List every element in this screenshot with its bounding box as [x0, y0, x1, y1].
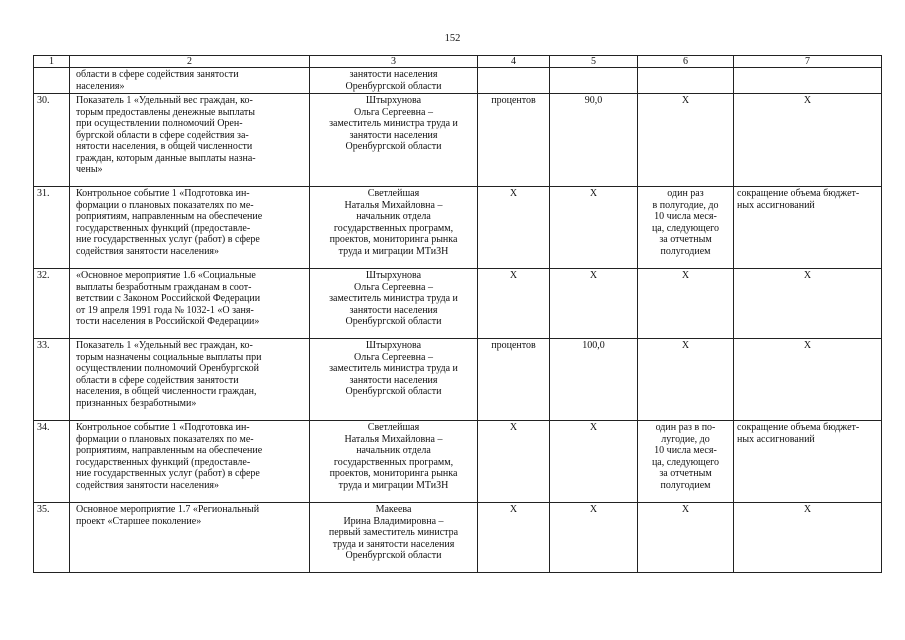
responsible-cell-line: Наталья Михайловна –	[344, 199, 443, 211]
event-name-cell-line: формации о плановых показателях по ме-	[76, 433, 254, 445]
term-cell-line: Х	[681, 270, 690, 281]
responsible-cell-line: Оренбургской области	[345, 80, 442, 92]
header-col-6: 6	[638, 56, 734, 68]
value-cell: Х	[550, 269, 638, 339]
responsible-cell	[310, 503, 478, 573]
event-name-cell	[70, 503, 310, 573]
responsible-cell-line: Оренбургской области	[345, 316, 442, 327]
term-cell	[638, 187, 734, 269]
responsible-cell-line: труда и миграции МТиЗН	[338, 245, 449, 257]
event-name-cell-line: области в сфере содействия занятости	[76, 374, 239, 386]
event-name-cell-line: Основное мероприятие 1.7 «Региональный	[76, 504, 260, 515]
header-col-2: 2	[70, 56, 310, 68]
term-cell-line: 10 числа меся-	[654, 211, 717, 222]
responsible-cell-line: заместитель министра труда и	[329, 118, 458, 129]
risk-cell	[734, 339, 882, 421]
responsible-cell-line: занятости населения	[349, 304, 438, 316]
event-name-cell-line: выплаты безработным гражданам в соот-	[76, 281, 252, 293]
responsible-cell-line: первый заместитель министра	[328, 527, 459, 538]
responsible-cell	[310, 421, 478, 503]
risk-cell	[734, 421, 882, 503]
term-cell	[638, 269, 734, 339]
risk-cell-line: Х	[803, 95, 812, 106]
event-name-cell	[70, 94, 310, 187]
risk-cell	[734, 94, 882, 187]
row-number: 33.	[34, 339, 70, 421]
event-name-cell-line: ние государственных услуг (работ) в сфере	[76, 468, 260, 479]
event-name-cell-line: формации о плановых показателях по ме-	[76, 199, 254, 211]
responsible-cell-line: занятости населения	[349, 129, 438, 141]
event-name-cell-line: Контрольное событие 1 «Подготовка ин-	[76, 422, 250, 433]
term-cell-line: в полугодие, до	[652, 199, 719, 211]
responsible-cell-line: Макеева	[375, 504, 412, 515]
event-name-cell	[70, 187, 310, 269]
responsible-cell-line: труда и миграции МТиЗН	[338, 479, 449, 491]
unit-cell: процентов	[478, 339, 550, 421]
event-name-cell-line: от 19 апреля 1991 года № 1032-1 «О заня-	[76, 304, 254, 316]
responsible-cell-line: начальник отдела	[356, 211, 431, 222]
event-name-cell-line: граждан, которым данные выплаты назна-	[76, 152, 256, 164]
table-row	[34, 503, 882, 573]
term-cell-line: 10 числа меся-	[654, 445, 717, 456]
row-number: 35.	[34, 503, 70, 573]
responsible-cell-line: Оренбургской области	[345, 386, 442, 397]
term-cell-line: Х	[681, 95, 690, 106]
value-cell: Х	[550, 503, 638, 573]
term-cell-line: Х	[681, 340, 690, 351]
term-cell	[638, 68, 734, 94]
responsible-cell	[310, 187, 478, 269]
event-name-cell-line: населения»	[76, 80, 125, 92]
event-name-cell-line: осуществлении полномочий Оренбургской	[76, 363, 259, 374]
risk-cell-line: Х	[803, 504, 812, 515]
term-cell-line: за отчетным	[659, 234, 712, 245]
event-name-cell	[70, 269, 310, 339]
term-cell	[638, 339, 734, 421]
value-cell: Х	[550, 421, 638, 503]
value-cell: 90,0	[550, 94, 638, 187]
risk-cell	[734, 503, 882, 573]
table-row	[34, 187, 882, 269]
responsible-cell-line: государственных программ,	[333, 456, 454, 468]
event-name-cell-line: проект «Старшее поколение»	[76, 515, 202, 527]
risk-cell	[734, 269, 882, 339]
event-name-cell-line: ветствии с Законом Российской Федерации	[76, 293, 261, 304]
page-number: 152	[444, 33, 461, 44]
event-name-cell-line: нятости населения, в общей численности	[76, 141, 253, 152]
term-cell-line: лугодие, до	[661, 433, 710, 445]
unit-cell	[478, 68, 550, 94]
event-name-cell-line: области в сфере содействия занятости	[76, 69, 239, 80]
unit-cell: Х	[478, 503, 550, 573]
row-number: 32.	[34, 269, 70, 339]
event-name-cell-line: «Основное мероприятие 1.6 «Социальные	[76, 270, 256, 281]
event-name-cell-line: тости населения в Российской Федерации»	[76, 316, 260, 327]
event-name-cell	[70, 68, 310, 94]
term-cell	[638, 421, 734, 503]
header-col-5: 5	[550, 56, 638, 68]
term-cell-line: за отчетным	[659, 468, 712, 479]
responsible-cell-line: Ирина Владимировна –	[343, 515, 444, 527]
term-cell-line: один раз в по-	[655, 422, 716, 433]
event-name-cell-line: Показатель 1 «Удельный вес граждан, ко-	[76, 95, 253, 106]
responsible-cell-line: Светлейшая	[367, 422, 420, 433]
header-col-4: 4	[478, 56, 550, 68]
event-name-cell-line: Контрольное событие 1 «Подготовка ин-	[76, 188, 250, 199]
data-table	[33, 55, 882, 573]
term-cell-line: один раз	[667, 188, 704, 199]
table-row	[34, 269, 882, 339]
responsible-cell-line: Оренбургской области	[345, 550, 442, 561]
responsible-cell	[310, 94, 478, 187]
value-cell: 100,0	[550, 339, 638, 421]
responsible-cell-line: Светлейшая	[367, 188, 420, 199]
header-row	[34, 56, 882, 68]
event-name-cell-line: государственных функций (предоставле-	[76, 222, 251, 234]
event-name-cell-line: населения, в общей численности граждан,	[76, 386, 257, 397]
responsible-cell-line: Оренбургской области	[345, 141, 442, 152]
responsible-cell-line: Штырхунова	[365, 95, 422, 106]
responsible-cell-line: занятости населения	[349, 69, 438, 80]
event-name-cell-line: роприятиям, направленным на обеспечение	[76, 445, 263, 456]
event-name-cell	[70, 339, 310, 421]
responsible-cell	[310, 269, 478, 339]
risk-cell-line: Х	[803, 270, 812, 281]
table-row	[34, 68, 882, 94]
unit-cell: процентов	[478, 94, 550, 187]
value-cell: Х	[550, 187, 638, 269]
risk-cell-line: Х	[803, 340, 812, 351]
event-name-cell-line: ние государственных услуг (работ) в сфере	[76, 234, 260, 245]
responsible-cell-line: Штырхунова	[365, 340, 422, 351]
row-number: 34.	[34, 421, 70, 503]
term-cell-line: Х	[681, 504, 690, 515]
event-name-cell-line: Показатель 1 «Удельный вес граждан, ко-	[76, 340, 253, 351]
event-name-cell-line: торым предоставлены денежные выплаты	[76, 106, 256, 118]
term-cell	[638, 503, 734, 573]
event-name-cell-line: роприятиям, направленным на обеспечение	[76, 211, 263, 222]
risk-cell	[734, 68, 882, 94]
row-number: 30.	[34, 94, 70, 187]
row-number: 31.	[34, 187, 70, 269]
table-row	[34, 339, 882, 421]
responsible-cell-line: государственных программ,	[333, 222, 454, 234]
event-name-cell-line: торым назначены социальные выплаты при	[76, 351, 262, 363]
responsible-cell-line: Ольга Сергеевна –	[354, 281, 433, 293]
responsible-cell	[310, 339, 478, 421]
unit-cell: Х	[478, 269, 550, 339]
responsible-cell-line: заместитель министра труда и	[329, 363, 458, 374]
table-body	[34, 68, 882, 573]
event-name-cell-line: признанных безработными»	[76, 397, 197, 409]
header-col-3: 3	[310, 56, 478, 68]
term-cell-line: полугодием	[660, 479, 711, 491]
responsible-cell-line: Ольга Сергеевна –	[354, 351, 433, 363]
risk-cell-line: ных ассигнований	[737, 199, 815, 211]
unit-cell: Х	[478, 421, 550, 503]
event-name-cell-line: содействия занятости населения»	[76, 245, 220, 257]
risk-cell	[734, 187, 882, 269]
responsible-cell-line: труда и занятости населения	[332, 538, 455, 550]
unit-cell: Х	[478, 187, 550, 269]
event-name-cell-line: чены»	[76, 164, 103, 175]
event-name-cell-line: государственных функций (предоставле-	[76, 456, 251, 468]
responsible-cell-line: Ольга Сергеевна –	[354, 106, 433, 118]
risk-cell-line: ных ассигнований	[737, 433, 815, 445]
responsible-cell	[310, 68, 478, 94]
responsible-cell-line: занятости населения	[349, 374, 438, 386]
event-name-cell-line: содействия занятости населения»	[76, 479, 220, 491]
header-col-7: 7	[734, 56, 882, 68]
event-name-cell-line: при осуществлении полномочий Орен-	[76, 118, 243, 129]
responsible-cell-line: начальник отдела	[356, 445, 431, 456]
event-name-cell	[70, 421, 310, 503]
term-cell-line: ца, следующего	[651, 222, 720, 234]
term-cell-line: полугодием	[660, 245, 711, 257]
risk-cell-line: сокращение объема бюджет-	[737, 422, 860, 433]
term-cell-line: ца, следующего	[651, 456, 720, 468]
event-name-cell-line: бургской области в сфере содействия за-	[76, 129, 249, 141]
row-number	[34, 68, 70, 94]
value-cell	[550, 68, 638, 94]
header-col-1: 1	[34, 56, 70, 68]
responsible-cell-line: Штырхунова	[365, 270, 422, 281]
responsible-cell-line: Наталья Михайловна –	[344, 433, 443, 445]
risk-cell-line: сокращение объема бюджет-	[737, 188, 860, 199]
term-cell	[638, 94, 734, 187]
table-row	[34, 94, 882, 187]
responsible-cell-line: проектов, мониторинга рынка	[329, 468, 458, 479]
table-row	[34, 421, 882, 503]
responsible-cell-line: заместитель министра труда и	[329, 293, 458, 304]
responsible-cell-line: проектов, мониторинга рынка	[329, 234, 458, 245]
